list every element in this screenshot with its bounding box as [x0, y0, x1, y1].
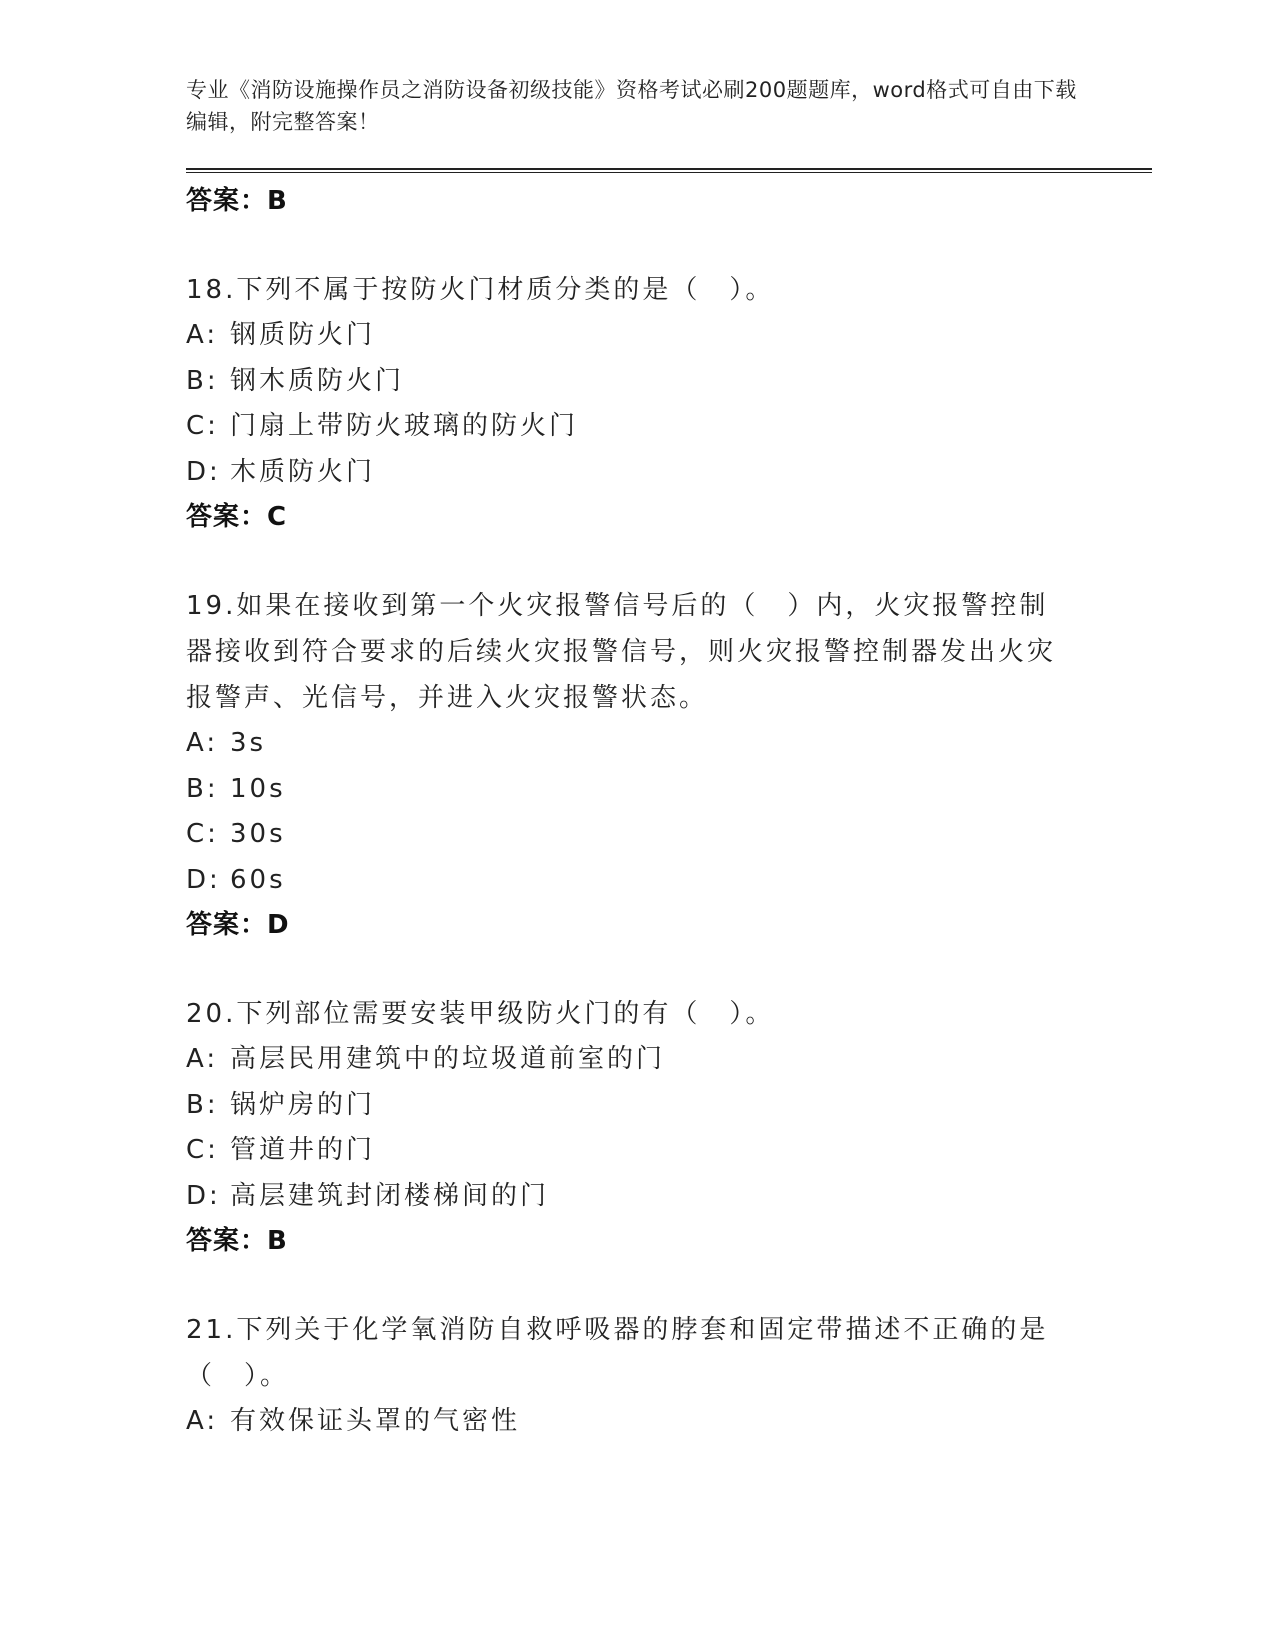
- option-b: [186, 359, 1152, 405]
- option-letter: A:: [186, 728, 219, 758]
- document-page: [186, 74, 1152, 1445]
- option-c: [186, 812, 1152, 858]
- option-text: 高层建筑封闭楼梯间的门: [230, 1180, 550, 1211]
- option-text: 高层民用建筑中的垃圾道前室的门: [230, 1044, 666, 1074]
- previous-answer: 答案：B: [186, 186, 288, 216]
- answer: 答案：C: [186, 502, 288, 532]
- question-18: [186, 267, 1152, 539]
- option-d: [186, 858, 1152, 904]
- option-letter: C:: [186, 411, 219, 441]
- option-letter: B:: [186, 1089, 219, 1120]
- document-header: 专业《消防设施操作员之消防设备初级技能》资格考试必刷200题题库，word格式可自由下载编辑，附完整答案！: [186, 78, 1077, 134]
- option-text: 60s: [230, 864, 286, 895]
- option-letter: D:: [186, 456, 221, 487]
- option-letter: C:: [186, 1135, 219, 1165]
- option-d: [186, 1174, 1152, 1220]
- option-b: [186, 767, 1152, 813]
- answer: 答案：D: [186, 910, 290, 940]
- option-a: [186, 721, 1152, 767]
- option-text: 钢质防火门: [230, 320, 376, 350]
- option-c: [186, 1128, 1152, 1174]
- option-letter: C:: [186, 819, 219, 849]
- option-text: 木质防火门: [230, 456, 376, 487]
- question-text: 18.下列不属于按防火门材质分类的是（ ）。: [186, 275, 775, 305]
- option-d: [186, 450, 1152, 496]
- question-text: 20.下列部位需要安装甲级防火门的有（ ）。: [186, 999, 775, 1029]
- option-a: [186, 1399, 1152, 1445]
- option-letter: A:: [186, 1044, 219, 1074]
- option-c: [186, 404, 1152, 450]
- question-19: [186, 583, 1152, 947]
- option-text: 门扇上带防火玻璃的防火门: [230, 411, 579, 441]
- option-b: [186, 1083, 1152, 1129]
- answer: 答案：B: [186, 1226, 288, 1256]
- option-text: 锅炉房的门: [230, 1089, 376, 1120]
- option-text: 有效保证头罩的气密性: [230, 1406, 521, 1436]
- option-a: [186, 1037, 1152, 1083]
- option-text: 10s: [230, 773, 286, 804]
- option-letter: A:: [186, 1406, 219, 1436]
- question-text: 19.如果在接收到第一个火灾报警信号后的（ ）内，火灾报警控制器接收到符合要求的后续火灾报警信号，则火灾报警控制器发出火灾报警声、光信号，并进入火灾报警状态。: [186, 591, 1057, 713]
- option-letter: B:: [186, 365, 219, 396]
- option-letter: A:: [186, 320, 219, 350]
- question-20: [186, 991, 1152, 1263]
- header-divider: [186, 168, 1152, 173]
- option-text: 钢木质防火门: [230, 365, 405, 396]
- option-letter: B:: [186, 773, 219, 804]
- question-21: [186, 1307, 1152, 1445]
- option-text: 30s: [230, 819, 286, 849]
- option-letter: D:: [186, 1180, 221, 1211]
- option-text: 管道井的门: [230, 1135, 376, 1165]
- option-text: 3s: [230, 728, 267, 758]
- question-text: 21.下列关于化学氧消防自救呼吸器的脖套和固定带描述不正确的是（ ）。: [186, 1315, 1049, 1391]
- option-a: [186, 313, 1152, 359]
- option-letter: D:: [186, 864, 221, 895]
